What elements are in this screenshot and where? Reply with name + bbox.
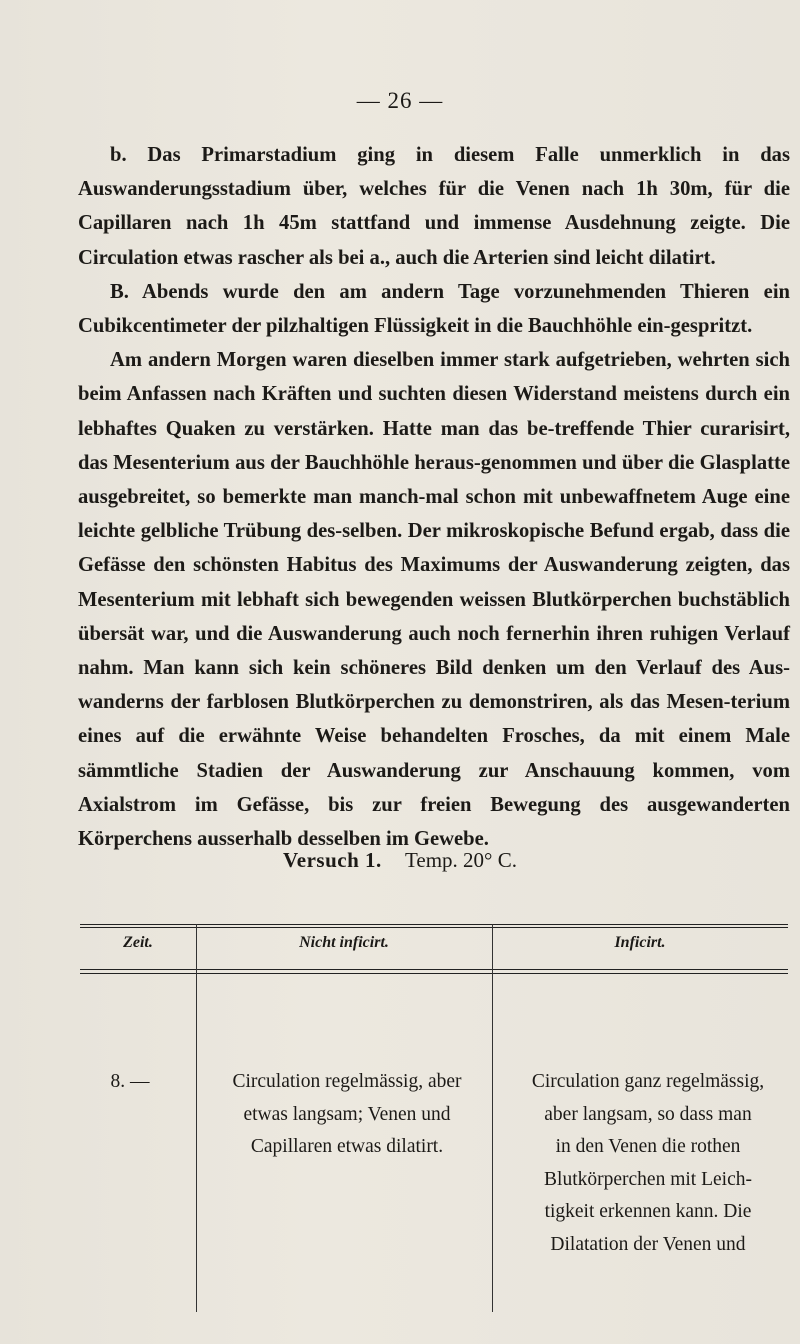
table-cell-line: aber langsam, so dass man <box>544 1103 752 1125</box>
table-cell-inficirt <box>510 1066 786 1262</box>
table-header-nicht-inficirt: Nicht inficirt. <box>299 934 389 951</box>
table-header-inficirt: Inficirt. <box>614 934 666 951</box>
paragraph-main: Am andern Morgen waren dieselben immer stark aufgetrieben, wehrten sich beim Anfassen nach Kräften und suchten diesen Widerstand meistens durch ein lebhaftes Quaken zu verstärken. Hatte man das be-treffende Thier curarisirt, das Mesenterium aus der Bauchhöhle heraus-genommen und über die Glasplatte ausgebreitet, so bemerkte man manch-mal schon mit unbewaffnetem Auge eine leichte gelbliche Trübung des-selben. Der mikroskopische Befund ergab, dass die Gefässe den schönsten Habitus des Maximums der Auswanderung zeigten, das Mesenterium mit lebhaft sich bewegenden weissen Blutkörperchen buchstäblich übersät war, und die Auswanderung auch noch fernerhin ihren ruhigen Verlauf nahm. Man kann sich kein schöneres Bild denken um den Verlauf des Aus-wanderns der farblosen Blutkörperchen zu demonstriren, als das Mesen-terium eines auf die erwähnte Weise behandelten Frosches, da mit einem Male sämmtliche Stadien der Auswanderung zur Anschauung kommen, vom Axialstrom im Gefässe, bis zur freien Bewegung des ausgewanderten Körperchens ausserhalb desselben im Gewebe. <box>78 349 790 851</box>
experiment-caption <box>0 848 800 873</box>
table-top-rule-2 <box>80 927 788 928</box>
table-cell-line: etwas langsam; Venen und <box>243 1103 451 1125</box>
caption-temperature: Temp. 20° C. <box>405 848 517 872</box>
table-header-rule <box>80 969 788 970</box>
table-cell-line: Circulation regelmässig, aber <box>232 1071 462 1092</box>
paragraph-b: b. Das Primarstadium ging in diesem Falle unmerklich in das Auswanderungsstadium über, welches für die Venen nach 1h 30m, für die Capillaren nach 1h 45m stattfand und immense Ausdehnung zeigte. Die Circulation etwas rascher als bei a., auch die Arterien sind leicht dilatirt. <box>78 144 790 269</box>
table-column-divider-1 <box>196 924 197 1312</box>
caption-label: Versuch 1. <box>283 848 382 872</box>
table-cell-line: tigkeit erkennen kann. Die <box>544 1201 752 1223</box>
body-text <box>78 138 790 856</box>
table-cell-line: Circulation ganz regelmässig, <box>531 1071 765 1092</box>
table-header-rule-2 <box>80 973 788 974</box>
table-header-zeit: Zeit. <box>123 934 153 951</box>
table-top-rule <box>80 924 788 925</box>
page-number: — 26 — <box>356 88 444 113</box>
table-cell-line: Blutkörperchen mit Leich- <box>544 1168 752 1190</box>
experiment-table <box>80 900 788 1312</box>
table-cell-nicht-inficirt <box>202 1066 492 1164</box>
table-cell-line: Dilatation der Venen und <box>550 1233 746 1255</box>
paragraph-B: B. Abends wurde den am andern Tage vorzunehmenden Thieren ein Cubikcentimeter der pilzhaltigen Flüssigkeit in die Bauchhöhle ein-gespritzt. <box>78 280 790 338</box>
table-cell-line: in den Venen die rothen <box>555 1136 741 1158</box>
table-cell-line: Capillaren etwas dilatirt. <box>250 1136 444 1158</box>
table-column-divider-2 <box>492 924 493 1312</box>
table-cell-zeit: 8. — <box>110 1071 150 1092</box>
